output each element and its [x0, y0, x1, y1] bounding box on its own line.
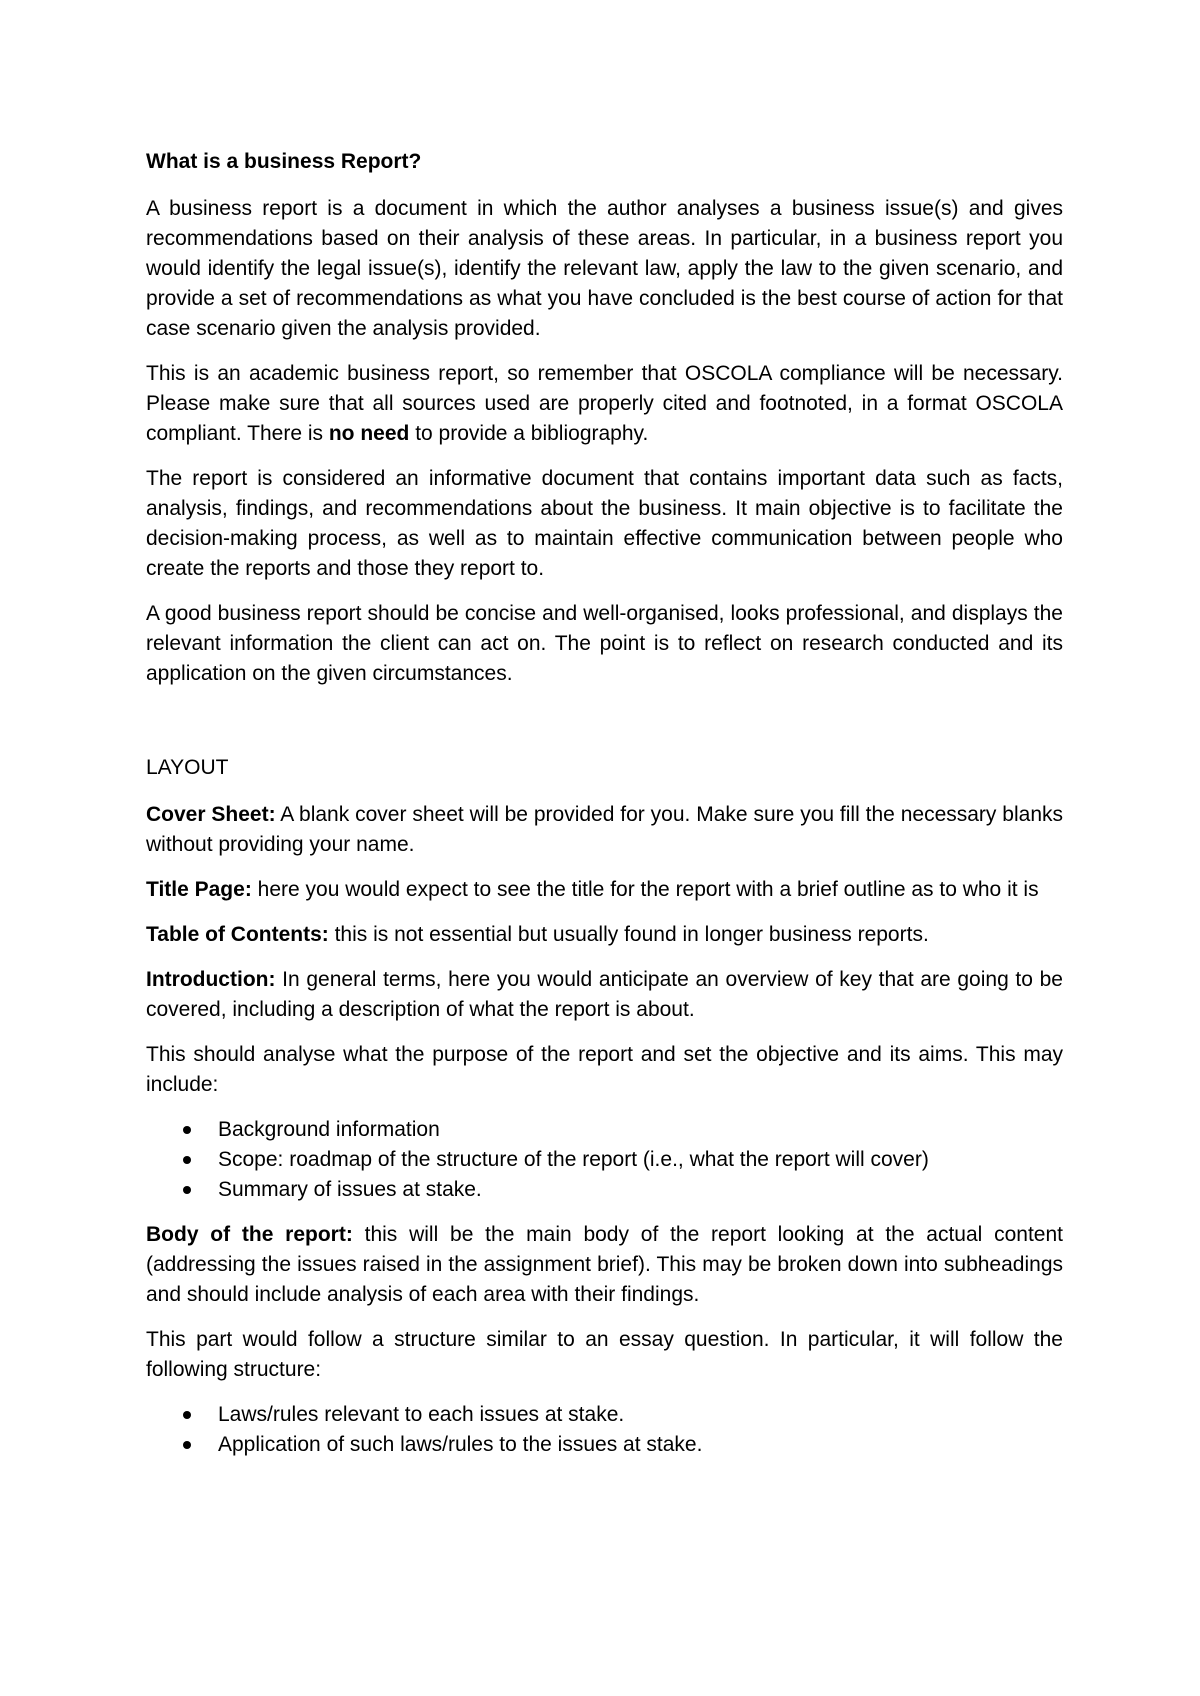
oscola-emphasis: no need — [328, 422, 410, 445]
bullet-icon — [183, 1411, 191, 1419]
section-introduction — [146, 965, 1063, 1025]
body-label: Body of the report: — [146, 1223, 353, 1246]
introduction-label: Introduction: — [146, 968, 276, 991]
list-item-text: Summary of issues at stake. — [218, 1178, 482, 1201]
bullet-icon — [183, 1441, 191, 1449]
cover-sheet-label: Cover Sheet: — [146, 803, 276, 826]
section-title-page — [146, 875, 1063, 905]
oscola-text-end: to provide a bibliography. — [409, 422, 649, 445]
section-body — [146, 1220, 1063, 1310]
list-item-text: Background information — [218, 1118, 440, 1141]
bullet-icon — [183, 1126, 191, 1134]
list-item — [218, 1430, 1063, 1460]
document-title: What is a business Report? — [146, 150, 422, 173]
cover-sheet-text: A blank cover sheet will be provided for you. Make sure you fill the necessary blanks without providing your name. — [146, 803, 1063, 856]
list-item-text: Scope: roadmap of the structure of the report (i.e., what the report will cover) — [218, 1148, 929, 1171]
paragraph-oscola — [146, 359, 1063, 449]
introduction-followup: This should analyse what the purpose of the report and set the objective and its aims. This may include: — [146, 1043, 1063, 1096]
body-text: this will be the main body of the report looking at the actual content (addressing the issues raised in the assignment brief). This may be broken down into subheadings and should include analysis of each area with their findings. — [146, 1223, 1063, 1306]
bullet-icon — [183, 1186, 191, 1194]
list-item-text: Application of such laws/rules to the issues at stake. — [218, 1433, 703, 1456]
list-item — [218, 1115, 1063, 1145]
paragraph-informative: The report is considered an informative document that contains important data such as facts, analysis, findings, and recommendations about the business. It main objective is to facilitate the decision-making process, as well as to maintain effective communication between people who create the reports and those they report to. — [146, 467, 1063, 580]
table-of-contents-label: Table of Contents: — [146, 923, 329, 946]
table-of-contents-text: this is not essential but usually found in longer business reports. — [328, 923, 929, 946]
bullet-icon — [183, 1156, 191, 1164]
title-page-label: Title Page: — [146, 878, 252, 901]
layout-heading: LAYOUT — [146, 756, 229, 779]
body-bullet-list — [146, 1400, 1063, 1460]
list-item-text: Laws/rules relevant to each issues at stake. — [218, 1403, 625, 1426]
title-page-text: here you would expect to see the title for the report with a brief outline as to who it is — [251, 878, 1039, 901]
introduction-text: In general terms, here you would anticipate an overview of key that are going to be covered, including a description of what the report is about. — [146, 968, 1063, 1021]
paragraph-definition: A business report is a document in which the author analyses a business issue(s) and gives recommendations based on their analysis of these areas. In particular, in a business report you would identify the legal issue(s), identify the relevant law, apply the law to the given scenario, and provide a set of recommendations as what you have concluded is the best course of action for that case scenario given the analysis provided. — [146, 197, 1063, 340]
list-item — [218, 1145, 1063, 1175]
paragraph-good-report: A good business report should be concise and well-organised, looks professional, and displays the relevant information the client can act on. The point is to reflect on research conducted and its application on the given circumstances. — [146, 602, 1063, 685]
list-item — [218, 1175, 1063, 1205]
section-cover-sheet — [146, 800, 1063, 860]
section-table-of-contents — [146, 920, 1063, 950]
introduction-bullet-list — [146, 1115, 1063, 1205]
body-followup: This part would follow a structure similar to an essay question. In particular, it will follow the following structure: — [146, 1328, 1063, 1381]
list-item — [218, 1400, 1063, 1430]
oscola-text-start: This is an academic business report, so remember that OSCOLA compliance will be necessary. Please make sure that all sources used are properly cited and footnoted, in a format OSCOLA compliant. There is — [146, 362, 1063, 445]
